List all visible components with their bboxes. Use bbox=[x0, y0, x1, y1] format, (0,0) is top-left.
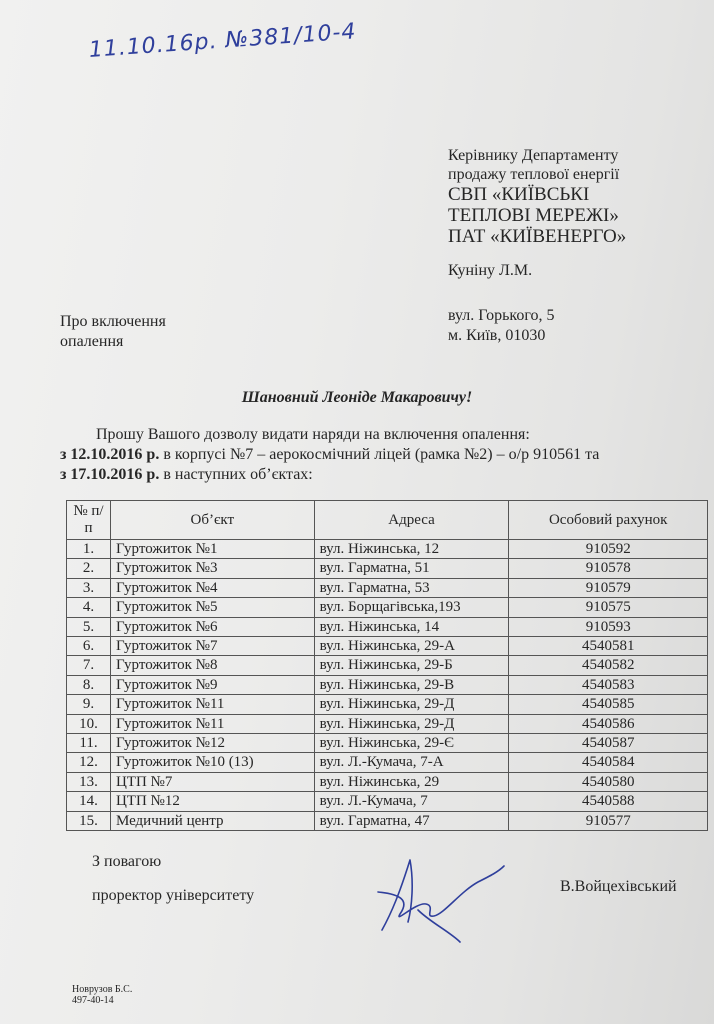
handwritten-registration-note: 11.10.16р. №381/10-4 bbox=[88, 19, 358, 63]
object-name: Гуртожиток №3 bbox=[110, 559, 314, 578]
body-line bbox=[60, 465, 714, 485]
object-address: вул. Гарматна, 51 bbox=[314, 559, 509, 578]
object-name: Гуртожиток №8 bbox=[110, 656, 314, 675]
row-number: 2. bbox=[67, 559, 111, 578]
executor-name: Новрузов Б.С. bbox=[72, 984, 133, 995]
account-number: 4540585 bbox=[509, 695, 708, 714]
row-number: 6. bbox=[67, 637, 111, 656]
addressee-line: продажу теплової енергії bbox=[448, 166, 620, 183]
object-address: вул. Ніжинська, 29-В bbox=[314, 675, 509, 694]
table-header-row bbox=[67, 501, 708, 540]
row-number: 10. bbox=[67, 714, 111, 733]
account-number: 910579 bbox=[509, 578, 708, 597]
column-header: Адреса bbox=[314, 501, 509, 540]
addressee-line: ТЕПЛОВІ МЕРЕЖІ» bbox=[448, 205, 619, 226]
row-number: 12. bbox=[67, 753, 111, 772]
row-number: 8. bbox=[67, 675, 111, 694]
object-name: Гуртожиток №11 bbox=[110, 714, 314, 733]
column-header: Особовий рахунок bbox=[509, 501, 708, 540]
body-line bbox=[60, 445, 714, 465]
object-name: ЦТП №12 bbox=[110, 792, 314, 811]
table-row bbox=[67, 540, 708, 559]
table-row bbox=[67, 598, 708, 617]
object-address: вул. Л.-Кумача, 7-А bbox=[314, 753, 509, 772]
row-number: 7. bbox=[67, 656, 111, 675]
object-address: вул. Ніжинська, 29-А bbox=[314, 637, 509, 656]
object-name: Гуртожиток №7 bbox=[110, 637, 314, 656]
object-name: Медичний центр bbox=[110, 811, 314, 830]
table-row bbox=[67, 772, 708, 791]
object-name: Гуртожиток №5 bbox=[110, 598, 314, 617]
table-row bbox=[67, 734, 708, 753]
object-name: Гуртожиток №11 bbox=[110, 695, 314, 714]
row-number: 5. bbox=[67, 617, 111, 636]
object-address: вул. Гарматна, 47 bbox=[314, 811, 509, 830]
object-address: вул. Ніжинська, 29-Д bbox=[314, 714, 509, 733]
body-date: з 12.10.2016 р. bbox=[60, 446, 160, 463]
addressee-line: Керівнику Департаменту bbox=[448, 147, 619, 164]
subject-line: опалення bbox=[60, 333, 124, 350]
body-text: в корпусі №7 – аерокосмічний ліцей (рамка №2) – о/р 910561 та bbox=[159, 446, 600, 463]
object-address: вул. Гарматна, 53 bbox=[314, 578, 509, 597]
row-number: 4. bbox=[67, 598, 111, 617]
addressee-name: Куніну Л.М. bbox=[448, 262, 533, 279]
object-address: вул. Л.-Кумача, 7 bbox=[314, 792, 509, 811]
closing: З повагою bbox=[92, 853, 162, 870]
column-header: Об’єкт bbox=[110, 501, 314, 540]
row-number: 1. bbox=[67, 540, 111, 559]
body-text: в наступних об’єктах: bbox=[159, 466, 313, 483]
table-row bbox=[67, 695, 708, 714]
account-number: 4540588 bbox=[509, 792, 708, 811]
table-row bbox=[67, 617, 708, 636]
address-street: вул. Горького, 5 bbox=[448, 307, 555, 324]
account-number: 910592 bbox=[509, 540, 708, 559]
object-address: вул. Ніжинська, 14 bbox=[314, 617, 509, 636]
row-number: 9. bbox=[67, 695, 111, 714]
table-row bbox=[67, 578, 708, 597]
signer-name: В.Войцехівський bbox=[560, 878, 677, 895]
object-name: Гуртожиток №4 bbox=[110, 578, 314, 597]
signer-title: проректор університету bbox=[92, 887, 255, 904]
object-name: Гуртожиток №1 bbox=[110, 540, 314, 559]
object-address: вул. Борщагівська,193 bbox=[314, 598, 509, 617]
object-address: вул. Ніжинська, 29-Д bbox=[314, 695, 509, 714]
row-number: 3. bbox=[67, 578, 111, 597]
object-name: Гуртожиток №10 (13) bbox=[110, 753, 314, 772]
table-row bbox=[67, 811, 708, 830]
address-city: м. Київ, 01030 bbox=[448, 327, 546, 344]
object-name: ЦТП №7 bbox=[110, 772, 314, 791]
executor-phone: 497-40-14 bbox=[72, 995, 114, 1006]
table-row bbox=[67, 637, 708, 656]
account-number: 910575 bbox=[509, 598, 708, 617]
account-number: 4540587 bbox=[509, 734, 708, 753]
table-row bbox=[67, 753, 708, 772]
object-address: вул. Ніжинська, 29-Б bbox=[314, 656, 509, 675]
subject-line: Про включення bbox=[60, 313, 166, 330]
addressee-block bbox=[448, 146, 698, 280]
object-address: вул. Ніжинська, 29-Є bbox=[314, 734, 509, 753]
row-number: 15. bbox=[67, 811, 111, 830]
table-row bbox=[67, 792, 708, 811]
table-row bbox=[67, 714, 708, 733]
table-row bbox=[67, 656, 708, 675]
body-line: Прошу Вашого дозволу видати наряди на включення опалення: bbox=[96, 426, 530, 443]
objects-table bbox=[66, 500, 708, 831]
body-date: з 17.10.2016 р. bbox=[60, 466, 160, 483]
table-row bbox=[67, 559, 708, 578]
table-row bbox=[67, 675, 708, 694]
row-number: 13. bbox=[67, 772, 111, 791]
account-number: 4540584 bbox=[509, 753, 708, 772]
object-address: вул. Ніжинська, 29 bbox=[314, 772, 509, 791]
account-number: 4540583 bbox=[509, 675, 708, 694]
object-name: Гуртожиток №12 bbox=[110, 734, 314, 753]
account-number: 4540581 bbox=[509, 637, 708, 656]
addressee-postal-address bbox=[448, 306, 555, 346]
object-address: вул. Ніжинська, 12 bbox=[314, 540, 509, 559]
account-number: 910593 bbox=[509, 617, 708, 636]
addressee-line: ПАТ «КИЇВЕНЕРГО» bbox=[448, 226, 627, 247]
signature-icon bbox=[370, 852, 520, 947]
account-number: 910578 bbox=[509, 559, 708, 578]
account-number: 4540580 bbox=[509, 772, 708, 791]
greeting: Шановний Леоніде Макаровичу! bbox=[241, 389, 473, 406]
object-name: Гуртожиток №6 bbox=[110, 617, 314, 636]
account-number: 4540582 bbox=[509, 656, 708, 675]
row-number: 11. bbox=[67, 734, 111, 753]
letter-body bbox=[60, 425, 714, 485]
account-number: 910577 bbox=[509, 811, 708, 830]
column-header: № п/п bbox=[67, 501, 111, 540]
row-number: 14. bbox=[67, 792, 111, 811]
object-name: Гуртожиток №9 bbox=[110, 675, 314, 694]
executor-info bbox=[72, 984, 132, 1006]
account-number: 4540586 bbox=[509, 714, 708, 733]
addressee-line: СВП «КИЇВСЬКІ bbox=[448, 184, 590, 205]
letter-subject bbox=[60, 312, 166, 352]
table-body bbox=[67, 540, 708, 831]
